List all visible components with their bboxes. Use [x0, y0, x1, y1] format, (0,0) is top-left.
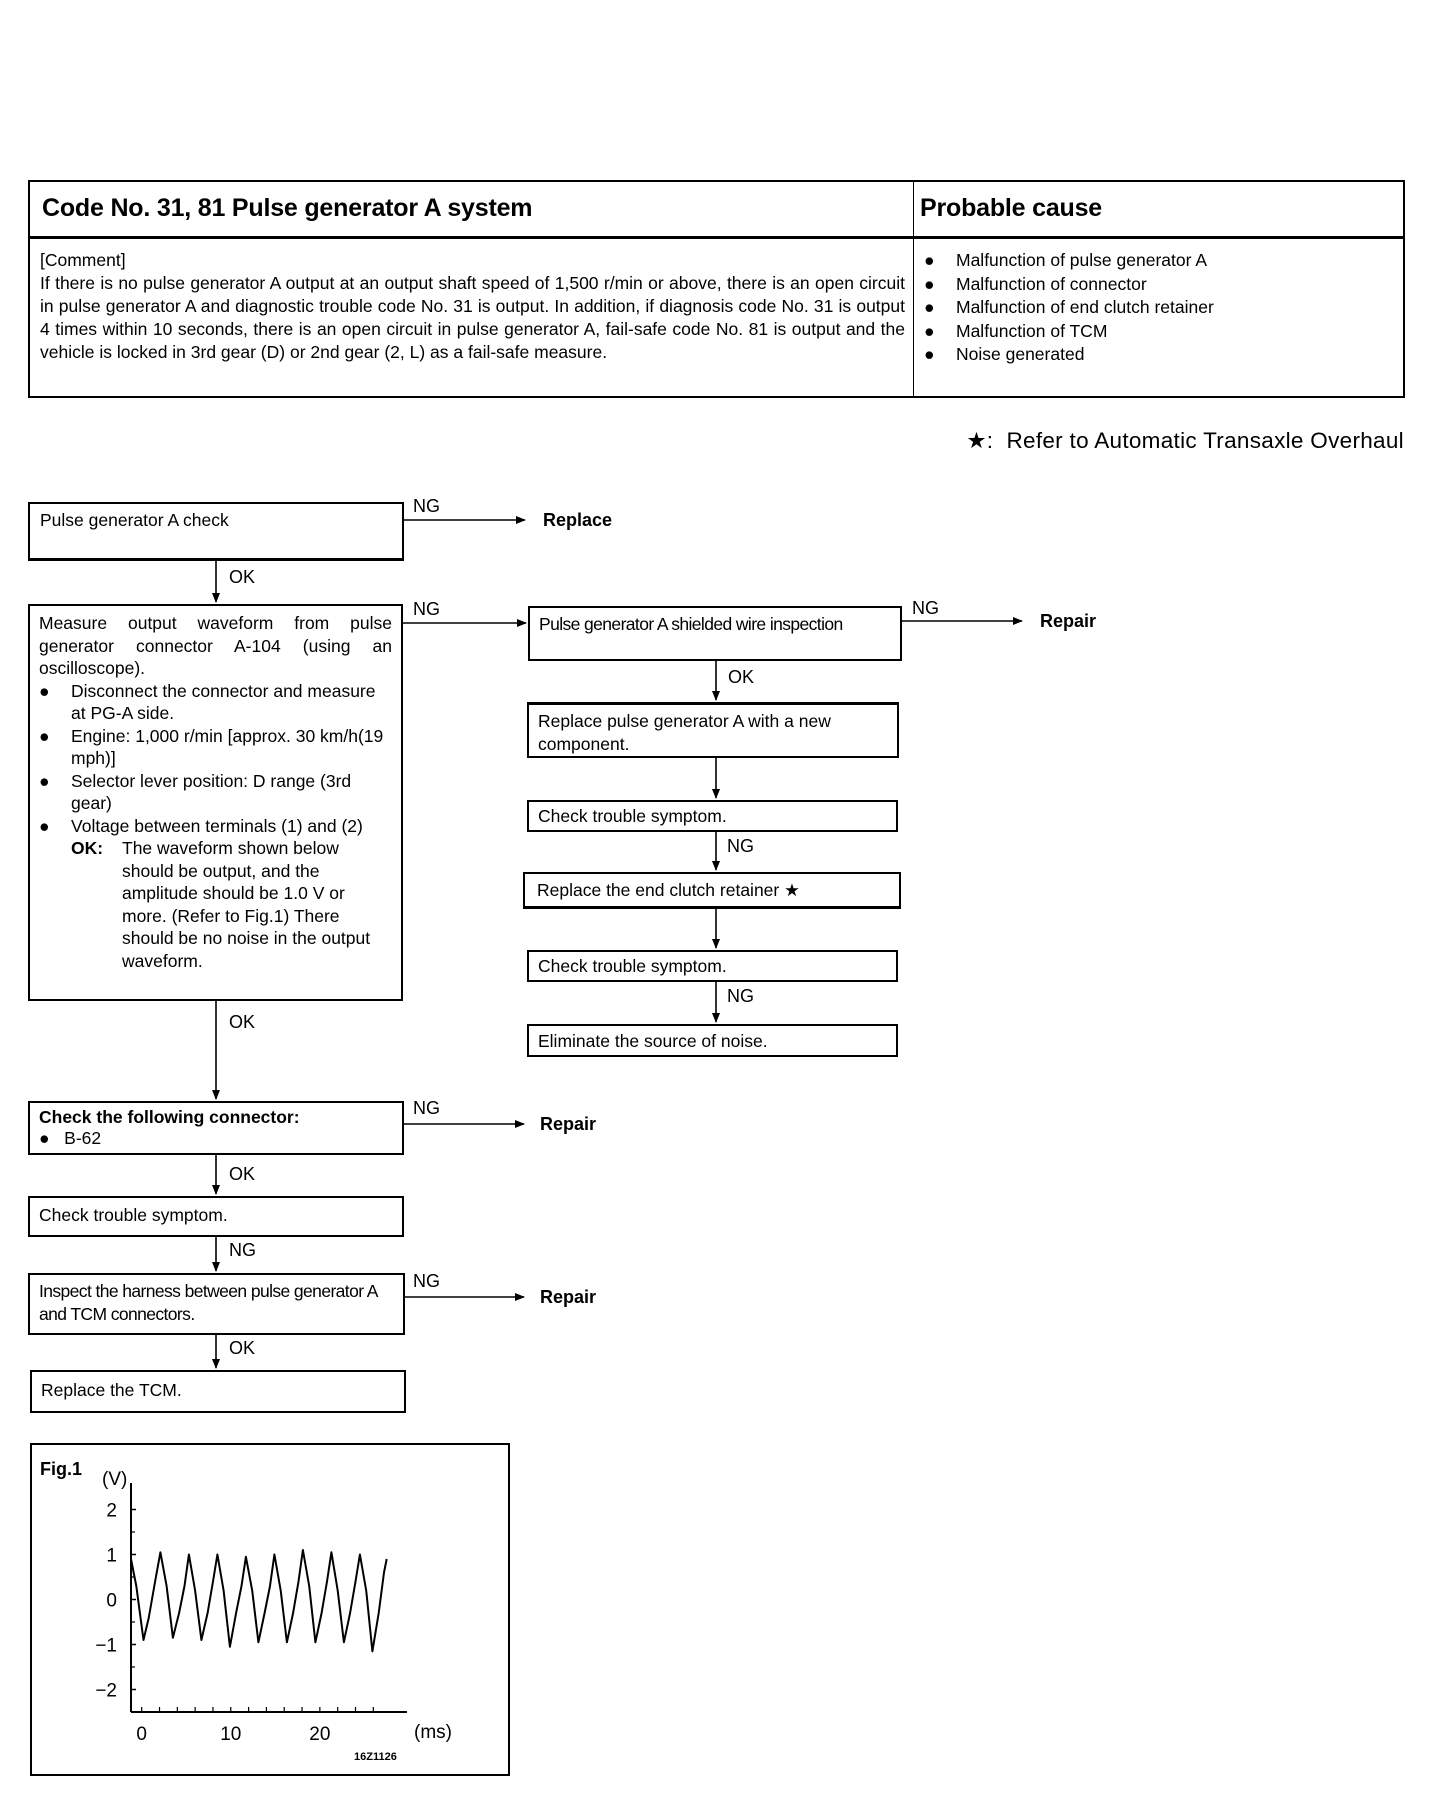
- y-tick-label: 2: [106, 1500, 117, 1522]
- bullet-icon: ●: [924, 297, 935, 317]
- measure-condition: ● Engine: 1,000 r/min [approx. 30 km/h(19 mph)]: [39, 725, 384, 768]
- result-repair: Repair: [540, 1287, 597, 1307]
- figure-title: Fig.1: [40, 1459, 83, 1479]
- bullet-icon: ●: [924, 344, 935, 364]
- ok-label: OK: [229, 1338, 256, 1358]
- step-check-trouble-symptom: Check trouble symptom.: [527, 950, 898, 982]
- bullet-icon: ●: [924, 273, 935, 294]
- bullet-icon: ●: [39, 680, 50, 701]
- bullet-icon: ●: [39, 770, 50, 791]
- probable-cause-title: Probable cause: [920, 194, 1103, 222]
- connector-check-title: Check the following connector:: [39, 1107, 300, 1127]
- ng-label: NG: [229, 1240, 256, 1260]
- step-eliminate-noise: Eliminate the source of noise.: [527, 1024, 898, 1057]
- step-pulse-generator-check: Pulse generator A check: [28, 502, 404, 561]
- comment-text: If there is no pulse generator A output at an output shaft speed of 1,500 r/min or above, there is an open circuit in pulse generator A and diagnostic trouble code No. 31 is output. In addition, if diagnosis code No. 31 is output 4 times within 10 seconds, there is an open circuit in pulse generator A, fail-safe code No. 81 is output and the vehicle is locked in 3rd gear (D) or 2nd gear (2, L) as a fail-safe measure.: [40, 273, 905, 362]
- measure-condition: ● Selector lever position: D range (3rd gear): [39, 770, 352, 813]
- y-tick-label: 0: [106, 1590, 117, 1612]
- step-check-connector: [28, 1101, 404, 1155]
- step-replace-end-clutch-retainer: Replace the end clutch retainer ★: [523, 872, 901, 909]
- waveform-line: [131, 1550, 387, 1651]
- connector-item: ● B-62: [39, 1128, 102, 1148]
- measure-condition: ● Voltage between terminals (1) and (2): [39, 815, 363, 836]
- ok-criteria-text: The waveform shown below should be output, and the amplitude should be 1.0 V or more. (Refer to Fig.1) There should be no noise in the output waveform.: [122, 838, 371, 971]
- comment-label: [Comment]: [40, 250, 126, 270]
- cause-item: ● Malfunction of TCM: [924, 320, 1214, 344]
- result-replace: Replace: [543, 510, 613, 530]
- cause-item: ● Noise generated: [924, 343, 1214, 367]
- ng-label: NG: [413, 599, 440, 619]
- step-replace-pulse-generator: Replace pulse generator A with a new component.: [527, 702, 899, 758]
- step-inspect-harness: Inspect the harness between pulse generator A and TCM connectors.: [28, 1273, 405, 1335]
- reference-note-text: Refer to Automatic Transaxle Overhaul: [1006, 428, 1404, 453]
- x-tick-label: 10: [220, 1724, 242, 1745]
- ok-label: OK: [728, 667, 755, 687]
- ng-label: NG: [413, 1271, 440, 1291]
- figure-code: 16Z1126: [354, 1751, 397, 1763]
- step-check-trouble-symptom: Check trouble symptom.: [28, 1196, 404, 1237]
- bullet-icon: ●: [39, 1128, 50, 1148]
- bullet-icon: ●: [39, 725, 50, 746]
- ng-label: NG: [727, 986, 754, 1006]
- ng-label: NG: [912, 598, 939, 618]
- star-icon: ★:: [966, 428, 994, 453]
- step-check-trouble-symptom: Check trouble symptom.: [527, 800, 898, 832]
- y-tick-label: −1: [95, 1635, 117, 1657]
- result-repair: Repair: [1040, 611, 1097, 631]
- bullet-icon: ●: [924, 250, 935, 270]
- step-shielded-wire-inspection: Pulse generator A shielded wire inspection: [528, 606, 902, 661]
- figure-1-waveform: [30, 1443, 510, 1776]
- y-axis-label: (V): [102, 1469, 128, 1490]
- ng-label: NG: [413, 1098, 440, 1118]
- y-tick-label: −2: [95, 1680, 117, 1702]
- ok-label: OK: [229, 1164, 256, 1184]
- cause-item: ● Malfunction of end clutch retainer: [924, 296, 1214, 320]
- ok-label: OK: [229, 1012, 256, 1032]
- x-tick-label: 0: [136, 1724, 147, 1745]
- ng-label: NG: [413, 496, 440, 516]
- ok-criteria-tag: OK:: [71, 838, 104, 858]
- result-repair: Repair: [540, 1114, 597, 1134]
- code-title: Code No. 31, 81 Pulse generator A system: [42, 194, 533, 222]
- ok-criteria: [39, 837, 392, 972]
- bullet-icon: ●: [39, 815, 50, 836]
- x-tick-label: 20: [309, 1724, 331, 1745]
- step-measure-waveform: [28, 604, 403, 1001]
- measure-intro: Measure output waveform from pulse generator connector A-104 (using an oscilloscope).: [39, 613, 392, 678]
- bullet-icon: ●: [924, 320, 935, 341]
- measure-condition: ● Disconnect the connector and measure at PG-A side.: [39, 680, 376, 723]
- y-tick-label: 1: [106, 1545, 117, 1567]
- step-replace-tcm: Replace the TCM.: [30, 1370, 406, 1413]
- cause-item: ● Malfunction of connector: [924, 273, 1214, 297]
- ok-label: OK: [229, 567, 256, 587]
- ng-label: NG: [727, 836, 754, 856]
- waveform-chart: [32, 1445, 508, 1774]
- cause-item: ● Malfunction of pulse generator A: [924, 249, 1214, 273]
- x-axis-label: (ms): [414, 1722, 452, 1743]
